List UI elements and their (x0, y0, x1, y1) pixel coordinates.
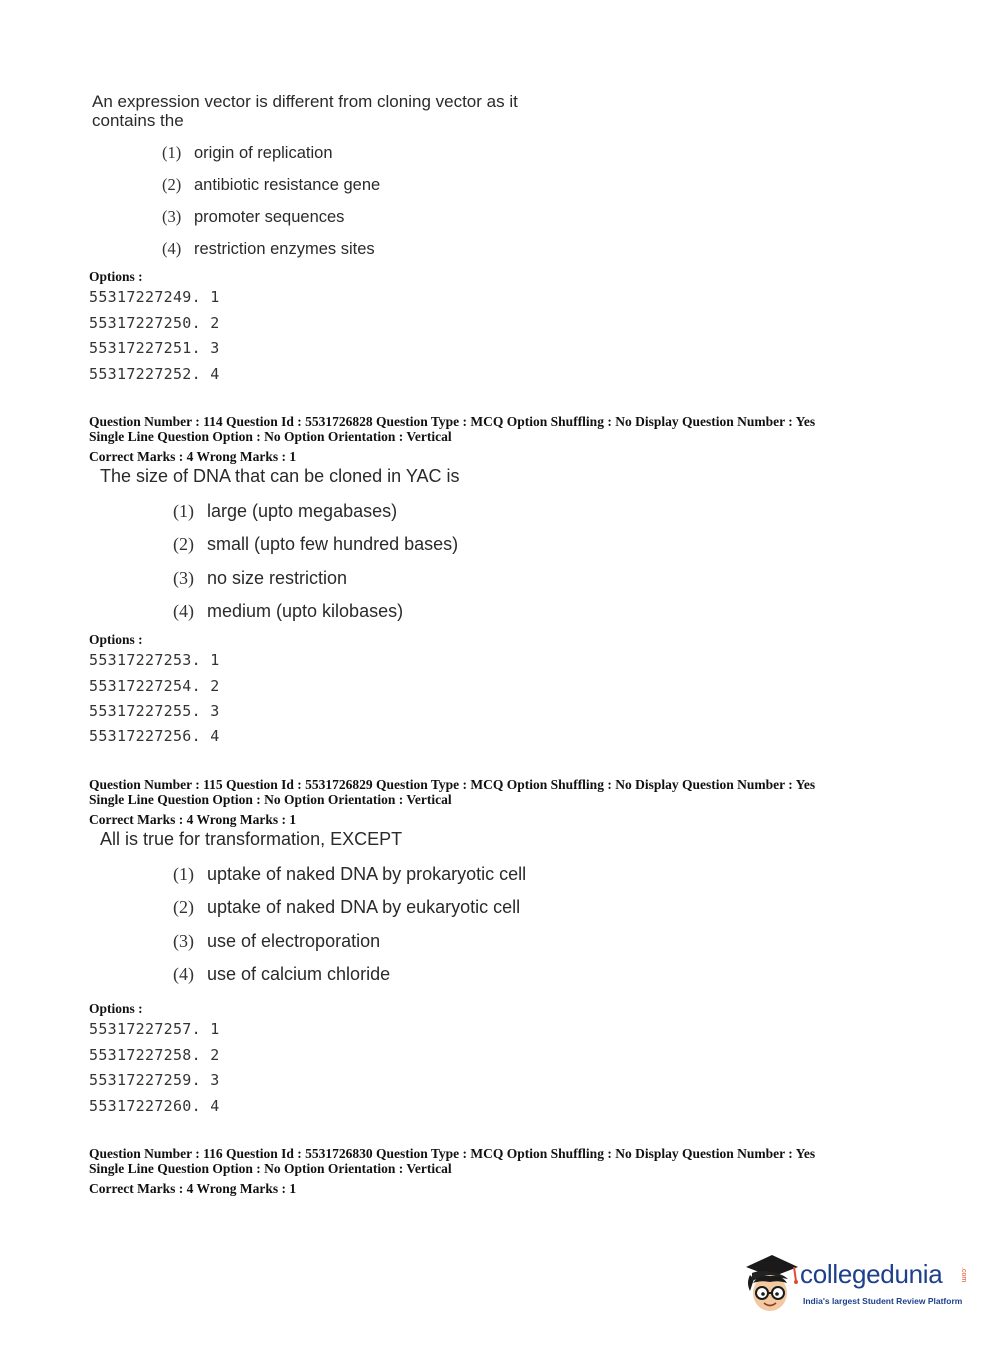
option-number: (3) (162, 207, 182, 226)
option-number: (3) (173, 931, 194, 951)
q113-option-id-2: 55317227250. 2 (89, 314, 220, 332)
q114-option-2 (173, 534, 458, 555)
q115-option-4 (173, 964, 390, 985)
q115-meta-line1: Question Number : 115 Question Id : 5531726829 Question Type : MCQ Option Shuffling : No Display Question Number : Yes (89, 777, 816, 792)
q116-meta (89, 1146, 815, 1196)
q115-meta-line2: Single Line Question Option : No Option Orientation : Vertical (89, 792, 452, 807)
option-number: (1) (162, 143, 182, 162)
q114-meta-line1: Question Number : 114 Question Id : 5531726828 Question Type : MCQ Option Shuffling : No Display Question Number : Yes (89, 414, 816, 429)
q114-option-id-4: 55317227256. 4 (89, 727, 220, 745)
q114-options-label: Options : (89, 632, 143, 647)
q115-option-id-2: 55317227258. 2 (89, 1046, 220, 1064)
q115-meta (89, 777, 815, 827)
q113-option-1 (162, 143, 333, 163)
option-text: promoter sequences (194, 208, 345, 226)
option-text: no size restriction (207, 568, 348, 588)
q113-text-line2: contains the (92, 111, 184, 130)
option-number: (2) (162, 175, 182, 194)
logo-tagline: India's largest Student Review Platform (803, 1296, 963, 1306)
q114-meta-line2: Single Line Question Option : No Option Orientation : Vertical (89, 429, 452, 444)
option-number: (2) (173, 897, 194, 917)
option-text: medium (upto kilobases) (207, 601, 404, 621)
logo-com-suffix: .com (960, 1267, 967, 1283)
q114-text: The size of DNA that can be cloned in YAC is (100, 466, 460, 486)
q116-meta-line2: Single Line Question Option : No Option Orientation : Vertical (89, 1161, 452, 1176)
q113-option-id-4: 55317227252. 4 (89, 365, 220, 383)
q115-text: All is true for transformation, EXCEPT (100, 829, 403, 849)
option-text: uptake of naked DNA by prokaryotic cell (207, 864, 527, 884)
option-text: restriction enzymes sites (194, 240, 375, 258)
q113-option-2 (162, 175, 380, 195)
logo-brand-text: collegedunia (800, 1259, 943, 1289)
q114-option-1 (173, 501, 397, 522)
q115-option-1 (173, 864, 526, 885)
q113-options-label: Options : (89, 269, 143, 284)
option-text: use of electroporation (207, 931, 381, 951)
q113-option-3 (162, 207, 344, 227)
q113-option-id-1: 55317227249. 1 (89, 288, 220, 306)
option-text: uptake of naked DNA by eukaryotic cell (207, 897, 521, 917)
q114-option-id-2: 55317227254. 2 (89, 677, 220, 695)
q114-option-id-3: 55317227255. 3 (89, 702, 220, 720)
q115-option-id-1: 55317227257. 1 (89, 1020, 220, 1038)
option-number: (4) (173, 601, 194, 621)
option-number: (1) (173, 501, 194, 521)
option-number: (2) (173, 534, 194, 554)
q115-option-3 (173, 931, 380, 952)
q115-option-2 (173, 897, 520, 918)
option-number: (3) (173, 568, 194, 588)
option-text: use of calcium chloride (207, 964, 391, 984)
option-number: (4) (173, 964, 194, 984)
option-text: antibiotic resistance gene (194, 176, 381, 194)
q115-meta-line3: Correct Marks : 4 Wrong Marks : 1 (89, 812, 297, 827)
collegedunia-logo (742, 1253, 972, 1317)
q115-option-id-4: 55317227260. 4 (89, 1097, 220, 1115)
q114-option-3 (173, 568, 347, 589)
q113-option-id-3: 55317227251. 3 (89, 339, 220, 357)
q115-option-id-3: 55317227259. 3 (89, 1071, 220, 1089)
option-text: origin of replication (194, 144, 333, 162)
option-number: (1) (173, 864, 194, 884)
q114-option-id-1: 55317227253. 1 (89, 651, 220, 669)
q115-options-label: Options : (89, 1001, 143, 1016)
q114-meta (89, 414, 815, 464)
q116-meta-line1: Question Number : 116 Question Id : 5531726830 Question Type : MCQ Option Shuffling : No Display Question Number : Yes (89, 1146, 816, 1161)
q113-option-4 (162, 239, 375, 259)
option-text: small (upto few hundred bases) (207, 534, 459, 554)
q113-text-line1: An expression vector is different from cloning vector as it (92, 92, 518, 111)
mascot-graduation-cap-icon (742, 1253, 800, 1317)
option-number: (4) (162, 239, 182, 258)
q114-option-4 (173, 601, 403, 622)
q116-meta-line3: Correct Marks : 4 Wrong Marks : 1 (89, 1181, 297, 1196)
option-text: large (upto megabases) (207, 501, 398, 521)
q114-meta-line3: Correct Marks : 4 Wrong Marks : 1 (89, 449, 297, 464)
q113-text (92, 92, 518, 130)
